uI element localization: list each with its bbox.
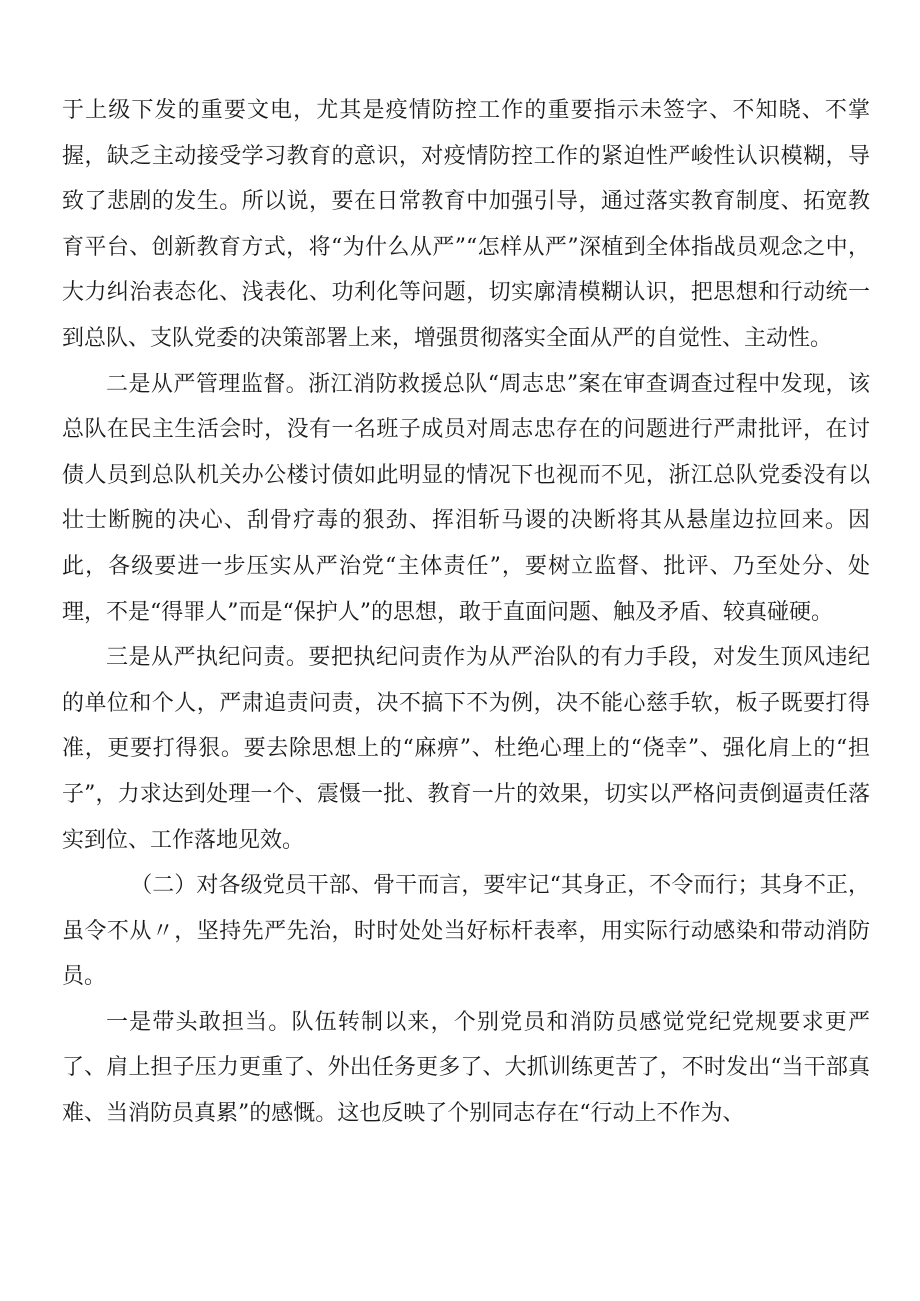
paragraph-section-two: （二）对各级党员干部、骨干而言，要牢记“其身正，不令而行；其身不正，虽令不从〃，坚持先严先治，时时处处当好标杆表率，用实际行动感染和带动消防员。 (62, 873, 870, 990)
paragraph-take-responsibility: 一是带头敢担当。队伍转制以来，个别党员和消防员感觉党纪党规要求更严了、肩上担子压力更重了、外出任务更多了、大抓训练更苦了，不时发出“当干部真难、当消防员真累”的感慨。这也反映了个别同志存在“行动上不作为、 (62, 1009, 870, 1127)
paragraph-strict-discipline: 三是从严执纪问责。要把执纪问责作为从严治队的有力手段，对发生顶风违纪的单位和个人，严肃追责问责，决不搞下不为例，决不能心慈手软，板子既要打得准，更要打得狠。要去除思想上的“麻痹”、杜绝心理上的“侥幸”、强化肩上的“担子”，力求达到处理一个、震慑一批、教育一片的效果，切实以严格问责倒逼责任落实到位、工作落地见效。 (62, 645, 870, 853)
document-body (62, 88, 870, 1137)
paragraph-strict-management: 二是从严管理监督。浙江消防救援总队“周志忠”案在审查调查过程中发现，该总队在民主生活会时，没有一名班子成员对周志忠存在的问题进行严肃批评，在讨债人员到总队机关办公楼讨债如此明显的情况下也视而不见，浙江总队党委没有以壮士断腕的决心、刮骨疗毒的狠劲、挥泪斩马谡的决断将其从悬崖边拉回来。因此，各级要进一步压实从严治党“主体责任”，要树立监督、批评、乃至处分、处理，不是“得罪人”而是“保护人”的思想，敢于直面问题、触及矛盾、较真碰硬。 (62, 371, 870, 625)
paragraph-continuation: 于上级下发的重要文电，尤其是疫情防控工作的重要指示未签字、不知晓、不掌握，缺乏主动接受学习教育的意识，对疫情防控工作的紧迫性严峻性认识模糊，导致了悲剧的发生。所以说，要在日常教育中加强引导，通过落实教育制度、拓宽教育平台、创新教育方式，将“为什么从严”“怎样从严”深植到全体指战员观念之中，大力纠治表态化、浅表化、功利化等问题，切实廓清模糊认识，把思想和行动统一到总队、支队党委的决策部署上来，增强贯彻落实全面从严的自觉性、主动性。 (62, 98, 870, 351)
